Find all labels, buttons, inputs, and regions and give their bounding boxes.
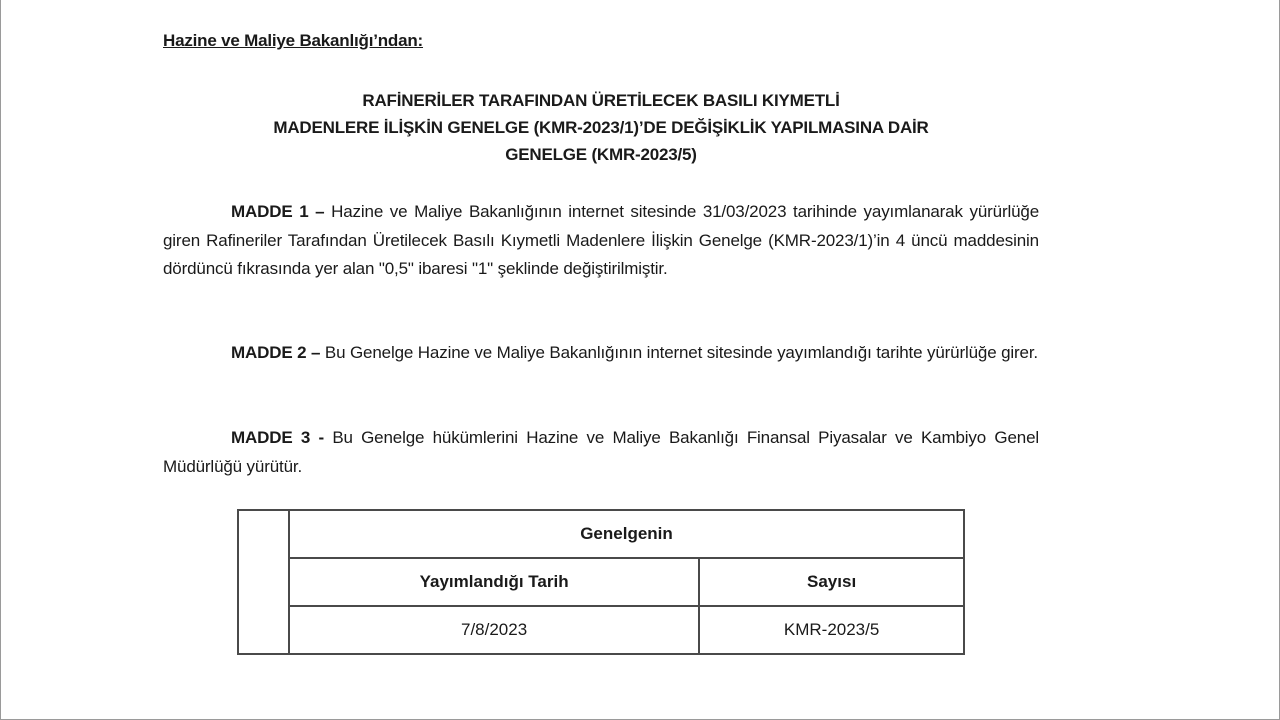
article-3 (163, 424, 1039, 481)
column-header-number: Sayısı (699, 558, 964, 606)
circular-number-cell: KMR-2023/5 (699, 606, 964, 654)
article-3-label: MADDE 3 - (231, 428, 324, 447)
issuer-heading: Hazine ve Maliye Bakanlığı’ndan: (163, 31, 424, 50)
table-header-row (238, 510, 964, 558)
title-line-2: MADENLERE İLİŞKİN GENELGE (KMR-2023/1)’DE DEĞİŞİKLİK YAPILMASINA DAİR (273, 118, 929, 137)
document-title (161, 87, 1041, 168)
article-1-label: MADDE 1 – (231, 202, 325, 221)
table-blank-column (238, 510, 289, 654)
article-1 (163, 198, 1039, 284)
title-line-1: RAFİNERİLER TARAFINDAN ÜRETİLECEK BASILI KIYMETLİ (362, 91, 840, 110)
title-line-3: GENELGE (KMR-2023/5) (505, 145, 697, 164)
table-header: Genelgenin (289, 510, 964, 558)
table-row (238, 606, 964, 654)
article-2-label: MADDE 2 – (231, 343, 321, 362)
publication-date-cell: 7/8/2023 (289, 606, 699, 654)
table-column-header-row (238, 558, 964, 606)
column-header-date: Yayımlandığı Tarih (289, 558, 699, 606)
article-2-text: Bu Genelge Hazine ve Maliye Bakanlığının internet sitesinde yayımlandığı tarihte yürürlüğe girer. (324, 343, 1038, 362)
publication-table (237, 509, 965, 655)
article-1-text: Hazine ve Maliye Bakanlığının internet sitesinde 31/03/2023 tarihinde yayımlanarak yürürlüğe giren Rafineriler Tarafından Üretilecek Basılı Kıymetli Madenlere İlişkin Genelge (KMR-2023/1)’in 4 üncü maddesinin dördüncü fıkrasında yer alan "0,5" ibaresi "1" şeklinde değiştirilmiştir. (163, 202, 1039, 278)
article-2 (163, 339, 1039, 368)
article-3-text: Bu Genelge hükümlerini Hazine ve Maliye Bakanlığı Finansal Piyasalar ve Kambiyo Genel Müdürlüğü yürütür. (163, 428, 1039, 476)
